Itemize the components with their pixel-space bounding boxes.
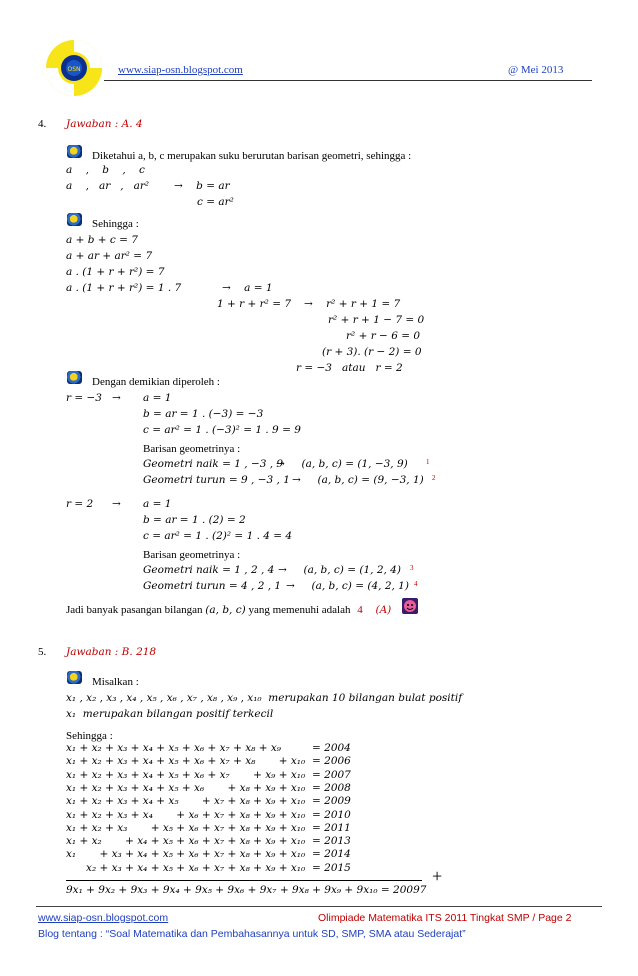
q4-caseB-a: a = 1 <box>143 498 172 510</box>
q4-count-4: 4 <box>414 580 418 588</box>
q4-naik1: Geometri naik = 1 , −3 , 9 <box>143 458 284 470</box>
sum-row-rhs: = 2008 <box>312 781 351 794</box>
q5-total: 9x₁ + 9x₂ + 9x₃ + 9x₄ + 9x₅ + 9x₆ + 9x₇ + 9x₈ + 9x₉ + 9x₁₀ = 20097 <box>66 884 427 896</box>
footer-site-link[interactable]: www.siap-osn.blogspot.com <box>38 912 169 924</box>
emoticon-icon <box>402 598 418 614</box>
sum-row <box>66 835 351 848</box>
sum-row <box>66 781 351 794</box>
q5-number: 5. <box>38 646 47 658</box>
q4-caseA-a: a = 1 <box>143 392 172 404</box>
logo-graphic <box>44 38 104 98</box>
q4-count-2: 2 <box>432 474 436 482</box>
q4-conclusion-text2: yang memenuhi adalah <box>248 604 351 616</box>
sum-row <box>66 821 351 834</box>
q4-c-eq: c = ar² <box>197 196 234 208</box>
q4-eq8: (r + 3). (r − 2) = 0 <box>322 346 422 358</box>
sum-row-lhs: x₁ + x₂ + x₃ + x₄ + x₅ + x₆ + x₈ + x₉ + x₁₀ <box>66 781 306 794</box>
bullet-icon <box>67 213 82 226</box>
q4-count-3: 3 <box>410 564 414 572</box>
sum-row <box>66 742 351 754</box>
header-rule <box>104 80 592 81</box>
sum-row-rhs: = 2010 <box>312 808 351 821</box>
q4-demikian: Dengan demikian diperoleh : <box>92 376 220 388</box>
sum-row-lhs: x₁ + x₂ + x₃ + x₄ + x₆ + x₇ + x₈ + x₉ + x₁₀ <box>66 808 306 821</box>
sum-row-rhs: = 2011 <box>312 821 351 834</box>
q4-caseB-arrow: → <box>112 498 121 510</box>
sum-row-lhs: x₁ + x₂ + x₄ + x₅ + x₆ + x₇ + x₈ + x₉ + x₁₀ <box>66 835 306 848</box>
q4-turun1: Geometri turun = 9 , −3 , 1 <box>143 474 290 486</box>
q4-caseA-b: b = ar = 1 . (−3) = −3 <box>143 408 264 420</box>
q4-number: 4. <box>38 118 47 130</box>
q4-eq2: a + ar + ar² = 7 <box>66 250 153 262</box>
q5-answer: Jawaban : B. 218 <box>66 646 157 658</box>
sum-row <box>66 755 351 768</box>
q4-answer: Jawaban : A. 4 <box>66 118 143 130</box>
q4-caseA-arrow: → <box>112 392 121 404</box>
q4-barisan2: Barisan geometrinya : <box>143 549 241 561</box>
q4-caseA-r: r = −3 <box>66 392 102 404</box>
q5-misalkan: Misalkan : <box>92 676 139 688</box>
sum-row <box>66 848 351 861</box>
sum-row-rhs: = 2015 <box>312 861 351 874</box>
q4-row2: a , ar , ar² <box>66 180 150 192</box>
q5-line2: x₁ merupakan bilangan positif terkecil <box>66 708 274 720</box>
q4-eq1: a + b + c = 7 <box>66 234 138 246</box>
q4-conclusion <box>66 604 391 616</box>
sum-row-lhs: x₁ + x₂ + x₃ + x₄ + x₅ + x₆ + x₇ + x₈ + x₁₀ <box>66 755 306 768</box>
q4-caseA-c: c = ar² = 1 . (−3)² = 1 . 9 = 9 <box>143 424 301 436</box>
footer-blog: Blog tentang : “Soal Matematika dan Pembahasannya untuk SD, SMP, SMA atau Sederajat” <box>38 928 466 940</box>
q4-eq9: r = −3 atau r = 2 <box>296 362 403 374</box>
sum-row-rhs: = 2009 <box>312 795 351 808</box>
sum-row-lhs: x₁ + x₂ + x₃ + x₄ + x₅ + x₆ + x₇ + x₈ + x₉ <box>66 742 281 754</box>
q4-turun2-result: → (a, b, c) = (4, 2, 1) <box>286 580 409 592</box>
q4-eq5-arrow: → r² + r + 1 = 7 <box>304 298 401 310</box>
sum-row-rhs: = 2006 <box>312 755 351 768</box>
sum-row-lhs: x₁ + x₂ + x₃ + x₅ + x₆ + x₇ + x₈ + x₉ + x₁₀ <box>66 821 306 834</box>
footer-rule <box>36 906 602 907</box>
q5-line1: x₁ , x₂ , x₃ , x₄ , x₅ , x₆ , x₇ , x₈ , x₉ , x₁₀ merupakan 10 bilangan bulat positif <box>66 692 463 704</box>
header-site-link[interactable]: www.siap-osn.blogspot.com <box>118 64 243 76</box>
q4-eq7: r² + r − 6 = 0 <box>346 330 421 342</box>
sum-row <box>66 768 351 781</box>
sum-row-lhs: x₁ + x₂ + x₃ + x₄ + x₅ + x₇ + x₈ + x₉ + x₁₀ <box>66 795 306 808</box>
q5-sehingga: Sehingga : <box>66 730 113 742</box>
q4-eq3: a . (1 + r + r²) = 7 <box>66 266 165 278</box>
q4-eq4: a . (1 + r + r²) = 1 . 7 <box>66 282 182 294</box>
bullet-icon <box>67 145 82 158</box>
q4-caseB-c: c = ar² = 1 . (2)² = 1 . 4 = 4 <box>143 530 293 542</box>
q4-turun2: Geometri turun = 4 , 2 , 1 <box>143 580 282 592</box>
bullet-icon <box>67 671 82 684</box>
sum-row-rhs: = 2004 <box>312 742 351 754</box>
sum-row-rhs: = 2014 <box>312 848 351 861</box>
bullet-icon <box>67 371 82 384</box>
sum-row-lhs: x₁ + x₂ + x₃ + x₄ + x₅ + x₆ + x₇ + x₉ + x₁₀ <box>66 768 306 781</box>
q4-eq6: r² + r + 1 − 7 = 0 <box>328 314 425 326</box>
q4-caseB-r: r = 2 <box>66 498 94 510</box>
q4-eq5: 1 + r + r² = 7 <box>217 298 292 310</box>
q4-intro: Diketahui a, b, c merupakan suku berurutan barisan geometri, sehingga : <box>92 150 412 162</box>
q4-naik2-result: → (a, b, c) = (1, 2, 4) <box>278 564 401 576</box>
sum-row-lhs: x₂ + x₃ + x₄ + x₅ + x₆ + x₇ + x₈ + x₉ + x₁₀ <box>66 861 306 874</box>
q4-caseB-b: b = ar = 1 . (2) = 2 <box>143 514 246 526</box>
q4-turun1-result: → (a, b, c) = (9, −3, 1) <box>292 474 424 486</box>
q4-barisan1: Barisan geometrinya : <box>143 443 241 455</box>
sum-row <box>66 861 351 874</box>
sum-row-rhs: = 2007 <box>312 768 351 781</box>
q4-conclusion-abc: (a, b, c) <box>205 604 246 616</box>
plus-sign: + <box>432 866 443 886</box>
q4-arrow-b: → b = ar <box>174 180 230 192</box>
svg-text:OSN: OSN <box>67 66 81 73</box>
q4-eq4-arrow: → a = 1 <box>222 282 273 294</box>
q4-conclusion-option: (A) <box>375 604 392 616</box>
sum-row <box>66 795 351 808</box>
footer-title: Olimpiade Matematika ITS 2011 Tingkat SMP / Page 2 <box>318 912 572 924</box>
q4-naik2: Geometri naik = 1 , 2 , 4 <box>143 564 275 576</box>
sum-row-lhs: x₁ + x₃ + x₄ + x₅ + x₆ + x₇ + x₈ + x₉ + x₁₀ <box>66 848 306 861</box>
sum-rule <box>66 880 422 881</box>
q4-conclusion-value: 4 <box>357 604 363 616</box>
q4-sehingga: Sehingga : <box>92 218 139 230</box>
site-logo <box>44 38 104 98</box>
header-date: @ Mei 2013 <box>508 64 564 76</box>
q4-naik1-result: → (a, b, c) = (1, −3, 9) <box>276 458 408 470</box>
q4-count-1: 1 <box>426 458 430 466</box>
sum-row <box>66 808 351 821</box>
q4-row1: a , b , c <box>66 164 145 176</box>
sum-row-rhs: = 2013 <box>312 835 351 848</box>
q4-conclusion-text: Jadi banyak pasangan bilangan <box>66 604 203 616</box>
